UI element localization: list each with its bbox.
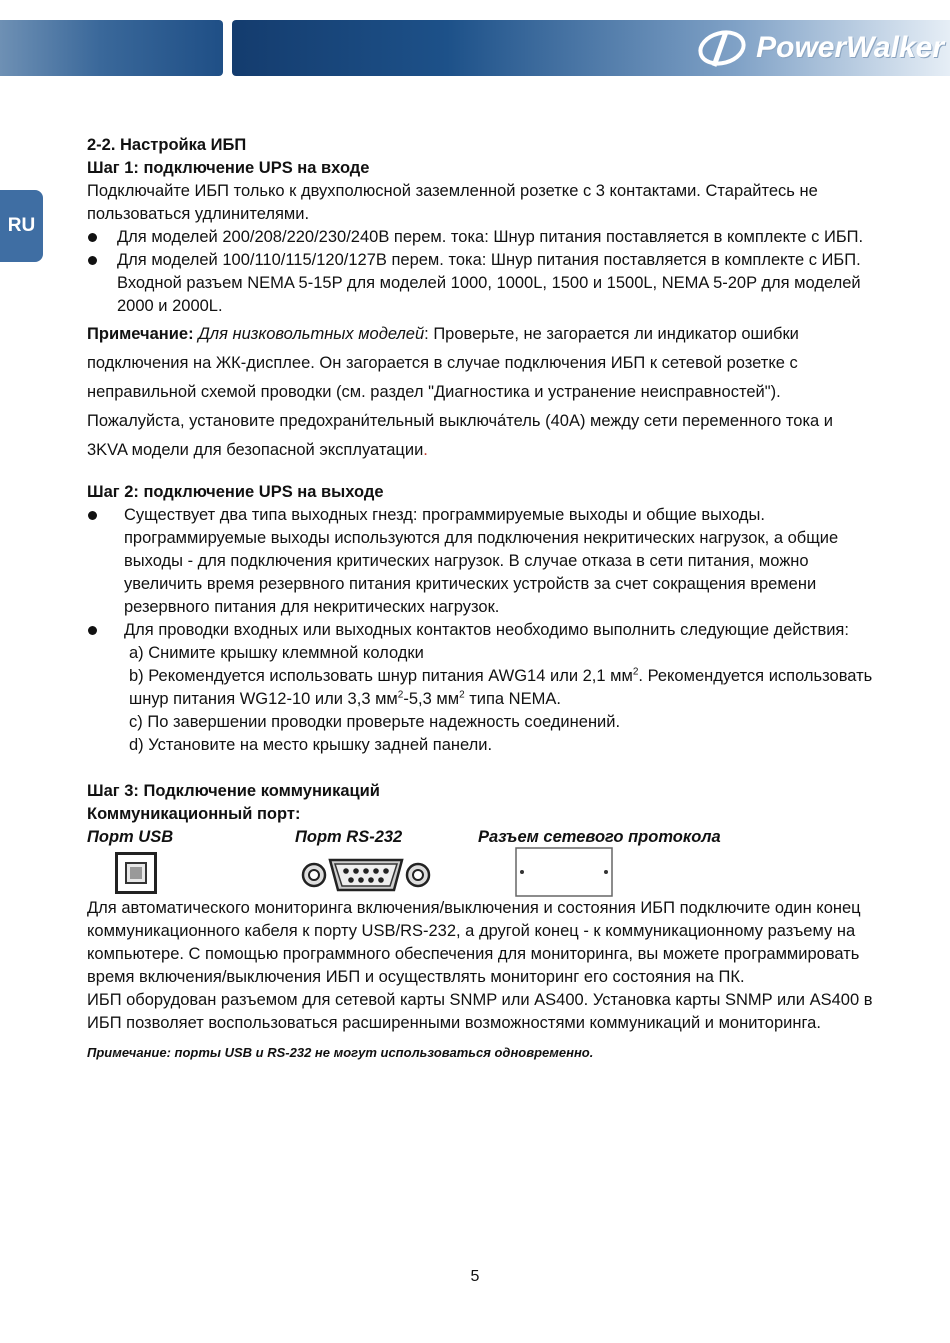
sup: 2 <box>459 689 465 701</box>
header-bar-left <box>0 20 223 76</box>
page-number: 5 <box>470 1268 480 1285</box>
note-label: Примечание: <box>87 325 194 343</box>
sup: 2 <box>397 689 404 701</box>
step3-subtitle: Коммуникационный порт: <box>87 805 301 823</box>
port-network-label: Разъем сетевого протокола <box>478 828 721 846</box>
logo-icon <box>696 28 752 68</box>
step1-bullet: Для моделей 100/110/115/120/127В перем. тока: Шнур питания поставляется в комплекте с ИБП. Входной разъем NEMA 5-15P для моделей 1000, 1000L, 1500 и 1500L, NEMA 5-20P для моделей 2000 и 2000L. <box>87 249 877 318</box>
step3-footnote: Примечание: порты USB и RS-232 не могут использоваться одновременно. <box>87 1045 594 1060</box>
step1-title: Шаг 1: подключение UPS на входе <box>87 159 370 177</box>
section-title: 2-2. Настройка ИБП <box>87 136 247 154</box>
step1-bullet: Для моделей 200/208/220/230/240В перем. тока: Шнур питания поставляется в комплекте с ИБП. <box>87 226 877 249</box>
step2-title: Шаг 2: подключение UPS на выходе <box>87 483 384 501</box>
port-usb-label: Порт USB <box>87 828 174 846</box>
note-text: : Проверьте, не загорается ли индикатор ошибки подключения на ЖК-дисплее. Он загорается в случае подключения ИБП к сетевой розетке с неправильной схемой проводки (см. раздел "Диагностика и устранение неисправностей"). Пожалуйста, установите предохрани́тельный выключа́тель (40A) между сети переменного тока и 3KVA модели для безопасной эксплуатации <box>87 325 834 459</box>
sup: 2 <box>632 666 639 678</box>
step2-sub-b <box>87 665 877 711</box>
sub-b-text-1: b) Рекомендуется использовать шнур питания AWG14 или 2,1 мм <box>129 667 633 685</box>
logo-text: PowerWalker <box>756 31 944 64</box>
sub-b-text-3: -5,3 мм <box>403 690 460 708</box>
language-tab: RU <box>0 190 43 262</box>
step3-title: Шаг 3: Подключение коммуникаций <box>87 782 380 800</box>
step1-note <box>87 320 877 465</box>
step1-intro: Подключайте ИБП только к двухполюсной заземленной розетке с 3 контактами. Старайтесь не пользоваться удлинителями. <box>87 182 818 223</box>
step2-bullet: Существует два типа выходных гнезд: программируемые выходы и общие выходы. программируемые выходы используются для подключения некритических нагрузок, а общие выходы - для подключения критических нагрузок. В случае отказа в сети питания, можно увеличить время резервного питания критических устройств за счет сокращения времени резервного питания для некритических нагрузок. <box>87 504 877 619</box>
step2-bullet: Для проводки входных или выходных контактов необходимо выполнить следующие действия: <box>87 619 877 642</box>
usb-port-icon <box>115 852 157 894</box>
note-end: . <box>423 441 428 459</box>
rs232-port-icon <box>300 855 432 895</box>
note-italic: Для низковольтных моделей <box>198 325 425 343</box>
sub-b-text-4: типа NEMA. <box>464 690 561 708</box>
powerwalker-logo <box>696 26 944 70</box>
step3-para1: Для автоматического мониторинга включения/выключения и состояния ИБП подключите один конец коммуникационного кабеля к порту USB/RS-232, а другой конец - к коммуникационному разъему на компьютере. С помощью программного обеспечения для мониторинга, вы можете программировать время включения/выключения ИБП и осуществлять мониторинг его состояния на ПК. <box>87 899 861 986</box>
port-icons <box>87 849 877 897</box>
main-content <box>87 134 877 1064</box>
port-rs232-label: Порт RS-232 <box>295 828 403 846</box>
step2-sub-a: a) Снимите крышку клеммной колодки <box>129 644 424 662</box>
step3-para2: ИБП оборудован разъемом для сетевой карты SNMP или AS400. Установка карты SNMP или AS400 в ИБП позволяет воспользоваться расширенными возможностями коммуникаций и мониторинга. <box>87 991 873 1032</box>
network-slot-icon <box>515 847 613 897</box>
step2-sub-d: d) Установите на место крышку задней панели. <box>129 736 493 754</box>
sub-b-text-2: . Рекомендуется использовать шнур питания WG12-10 или 3,3 мм <box>129 667 873 708</box>
port-labels <box>87 826 877 849</box>
step2-sub-c: c) По завершении проводки проверьте надежность соединений. <box>129 713 621 731</box>
